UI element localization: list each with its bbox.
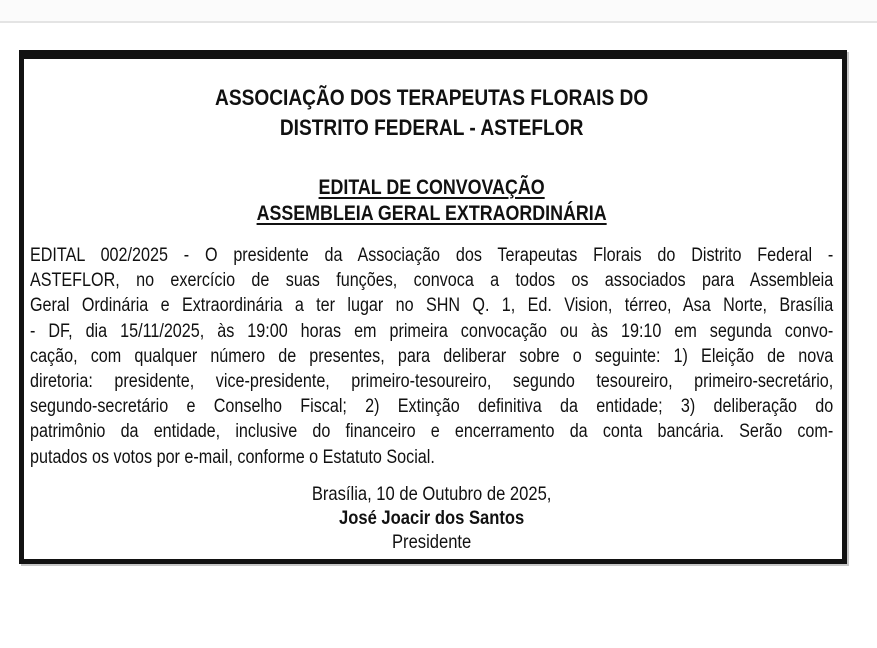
body-line: patrimônio da entidade, inclusive do financeiro e encerramento da conta bancária. Serão com- bbox=[30, 421, 834, 443]
body-line: cação, com qualquer número de presentes, para deliberar sobre o seguinte: 1) Eleição de nova bbox=[30, 345, 834, 367]
signature-name: José Joacir dos Santos bbox=[339, 506, 525, 529]
body-paragraph bbox=[30, 243, 833, 470]
body-line: segundo-secretário e Conselho Fiscal; 2) Extinção definitiva da entidade; 3) deliberação do bbox=[30, 396, 834, 418]
body-line: EDITAL 002/2025 - O presidente da Associação dos Terapeutas Florais do Distrito Federal - bbox=[30, 245, 834, 266]
signature-role: Presidente bbox=[391, 530, 472, 553]
signature-place-date: Brasília, 10 de Outubro de 2025, bbox=[311, 482, 552, 505]
body-line: putados os votos por e-mail, conforme o Estatuto Social. bbox=[30, 446, 435, 468]
document-subtitle bbox=[30, 175, 833, 227]
body-line: - DF, dia 15/11/2025, às 19:00 horas em primeira convocação ou às 19:10 em segunda convo- bbox=[30, 320, 834, 342]
subtitle-line-2: ASSEMBLEIA GERAL EXTRAORDINÁRIA bbox=[256, 202, 607, 225]
signature-block bbox=[30, 482, 833, 554]
document-box bbox=[19, 50, 847, 564]
body-line: diretoria: presidente, vice-presidente, primeiro-tesoureiro, segundo tesoureiro, primeiro-secretário, bbox=[30, 371, 834, 393]
page-top-divider bbox=[0, 0, 877, 23]
title-line-1: ASSOCIAÇÃO DOS TERAPEUTAS FLORAIS DO bbox=[215, 85, 649, 110]
body-line: Geral Ordinária e Extraordinária a ter lugar no SHN Q. 1, Ed. Vision, térreo, Asa Norte, Brasília bbox=[30, 295, 834, 317]
body-line: ASTEFLOR, no exercício de suas funções, convoca a todos os associados para Assembleia bbox=[30, 270, 834, 292]
title-line-2: DISTRITO FEDERAL - ASTEFLOR bbox=[279, 115, 584, 140]
subtitle-line-1: EDITAL DE CONVOVAÇÃO bbox=[318, 176, 545, 199]
document-title bbox=[30, 83, 833, 143]
document-content bbox=[30, 59, 833, 554]
